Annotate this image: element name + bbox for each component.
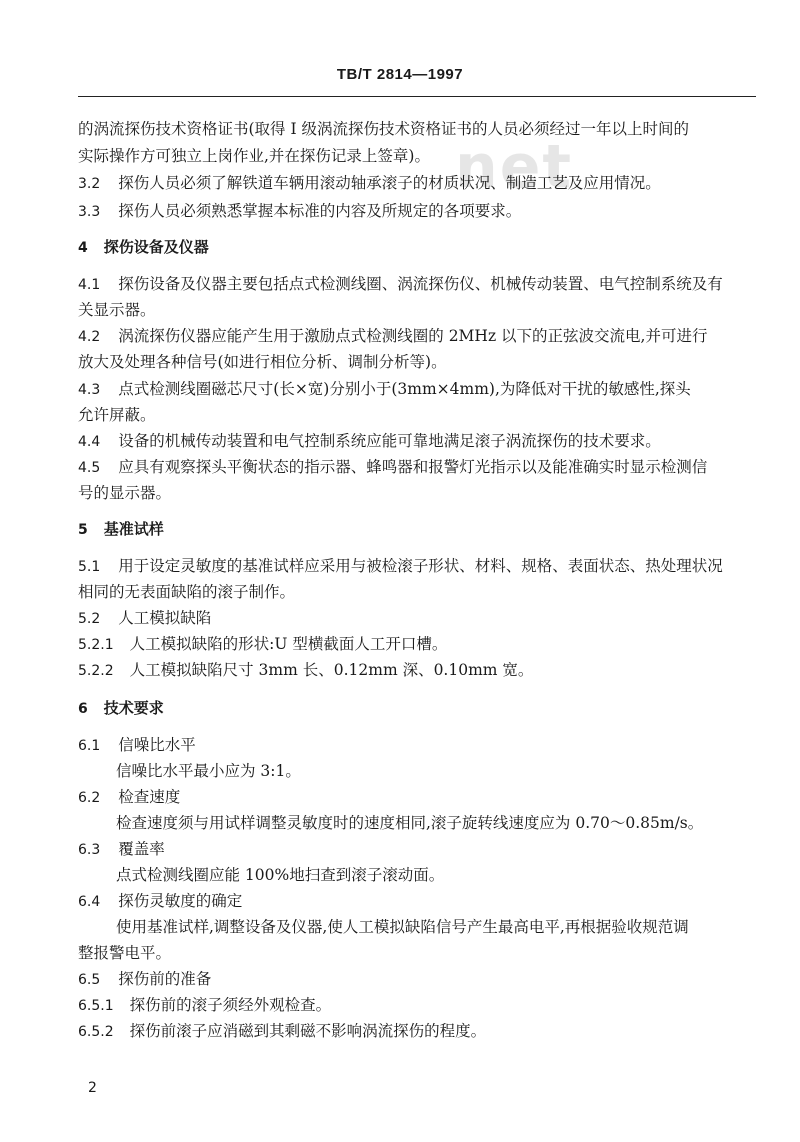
- header-rule: [78, 96, 756, 97]
- line-text: 人工模拟缺陷的形状:U 型横截面人工开口槽。: [129, 635, 448, 653]
- page-number: 2: [88, 1080, 97, 1096]
- paragraph-line: [78, 404, 758, 426]
- section-number: 5: [78, 522, 88, 538]
- clause-6-3: [78, 838, 758, 861]
- line-text: 人工模拟缺陷尺寸 3mm 长、0.12mm 深、0.10mm 宽。: [129, 661, 534, 679]
- clause-6-5-2: [78, 1020, 758, 1043]
- clause-number: 6.4: [78, 894, 101, 910]
- clause-number: 4.5: [78, 460, 101, 476]
- line-text: 探伤灵敏度的确定: [118, 892, 243, 910]
- line-text: 号的显示器。: [78, 484, 172, 502]
- paragraph-line: [78, 942, 758, 964]
- line-text: 人工模拟缺陷: [118, 609, 212, 627]
- section-heading-4: [78, 236, 758, 259]
- line-text: 探伤人员必须了解铁道车辆用滚动轴承滚子的材质状况、制造工艺及应用情况。: [118, 174, 661, 192]
- clause-6-5-1: [78, 994, 758, 1017]
- line-text: 整报警电平。: [78, 944, 172, 962]
- paragraph-line: [78, 299, 758, 321]
- clause-number: 6.3: [78, 842, 101, 858]
- paragraph-line: [78, 351, 758, 373]
- line-text: 点式检测线圈磁芯尺寸(长×宽)分别小于(3mm×4mm),为降低对干扰的敏感性,探头: [118, 380, 691, 398]
- line-text: 探伤前滚子应消磁到其剩磁不影响涡流探伤的程度。: [129, 1022, 487, 1040]
- paragraph-line: [116, 812, 796, 834]
- line-text: 相同的无表面缺陷的滚子制作。: [78, 583, 296, 601]
- section-number: 6: [78, 701, 88, 717]
- line-text: 信噪比水平最小应为 3:1。: [116, 762, 301, 780]
- line-text: 覆盖率: [118, 840, 165, 858]
- clause-number: 3.3: [78, 204, 101, 220]
- clause-number: 4.1: [78, 277, 101, 293]
- clause-6-2: [78, 786, 758, 809]
- line-text: 允许屏蔽。: [78, 406, 156, 424]
- paragraph-line: [78, 118, 758, 140]
- clause-number: 3.2: [78, 176, 101, 192]
- clause-5-1: [78, 555, 758, 578]
- clause-number: 6.5: [78, 972, 101, 988]
- clause-number: 4.3: [78, 382, 101, 398]
- clause-4-5: [78, 456, 758, 479]
- line-text: 放大及处理各种信号(如进行相位分析、调制分析等)。: [78, 353, 447, 371]
- clause-5-2-2: [78, 659, 758, 682]
- clause-number: 5.1: [78, 559, 101, 575]
- clause-4-2: [78, 325, 758, 348]
- paragraph-line: [78, 482, 758, 504]
- line-text: 探伤人员必须熟悉掌握本标准的内容及所规定的各项要求。: [118, 202, 522, 220]
- clause-number: 5.2.2: [78, 663, 114, 679]
- clause-number: 5.2: [78, 611, 101, 627]
- watermark: net: [455, 132, 574, 202]
- paragraph-line: [116, 916, 796, 938]
- clause-5-2-1: [78, 633, 758, 656]
- page-header: TB/T 2814—1997: [336, 66, 464, 83]
- clause-number: 6.1: [78, 738, 101, 754]
- clause-6-1: [78, 734, 758, 757]
- clause-number: 6.5.1: [78, 998, 114, 1014]
- line-text: 检查速度须与用试样调整灵敏度时的速度相同,滚子旋转线速度应为 0.70～0.85m/s。: [116, 814, 704, 832]
- clause-4-3: [78, 378, 758, 401]
- paragraph-line: [78, 145, 758, 167]
- line-text: 信噪比水平: [118, 736, 196, 754]
- clause-6-5: [78, 968, 758, 991]
- section-heading-5: [78, 518, 758, 541]
- line-text: 探伤设备及仪器主要包括点式检测线圈、涡流探伤仪、机械传动装置、电气控制系统及有: [118, 275, 723, 293]
- line-text: 设备的机械传动装置和电气控制系统应能可靠地满足滚子涡流探伤的技术要求。: [118, 432, 661, 450]
- section-title: 基准试样: [103, 520, 164, 538]
- section-title: 技术要求: [103, 699, 164, 717]
- line-text: 检查速度: [118, 788, 181, 806]
- clause-5-2: [78, 607, 758, 630]
- paragraph-line: [78, 581, 758, 603]
- clause-number: 6.2: [78, 790, 101, 806]
- line-text: 点式检测线圈应能 100%地扫查到滚子滚动面。: [116, 866, 445, 884]
- line-text: 的涡流探伤技术资格证书(取得 I 级涡流探伤技术资格证书的人员必须经过一年以上时间的: [78, 120, 690, 138]
- line-text: 应具有观察探头平衡状态的指示器、蜂鸣器和报警灯光指示以及能准确实时显示检测信: [118, 458, 708, 476]
- clause-3-2: [78, 172, 758, 195]
- paragraph-line: [116, 864, 796, 886]
- clause-4-1: [78, 273, 758, 296]
- clause-number: 6.5.2: [78, 1024, 114, 1040]
- section-title: 探伤设备及仪器: [103, 238, 209, 256]
- line-text: 用于设定灵敏度的基准试样应采用与被检滚子形状、材料、规格、表面状态、热处理状况: [118, 557, 723, 575]
- line-text: 使用基准试样,调整设备及仪器,使人工模拟缺陷信号产生最高电平,再根据验收规范调: [116, 918, 689, 936]
- line-text: 实际操作方可独立上岗作业,并在探伤记录上签章)。: [78, 147, 430, 165]
- line-text: 探伤前的滚子须经外观检查。: [129, 996, 332, 1014]
- clause-3-3: [78, 200, 758, 223]
- clause-number: 4.2: [78, 329, 101, 345]
- line-text: 探伤前的准备: [118, 970, 212, 988]
- clause-number: 4.4: [78, 434, 101, 450]
- clause-number: 5.2.1: [78, 637, 114, 653]
- section-heading-6: [78, 697, 758, 720]
- line-text: 涡流探伤仪器应能产生用于激励点式检测线圈的 2MHz 以下的正弦波交流电,并可进行: [118, 327, 708, 345]
- clause-4-4: [78, 430, 758, 453]
- clause-6-4: [78, 890, 758, 913]
- line-text: 关显示器。: [78, 301, 156, 319]
- section-number: 4: [78, 240, 88, 256]
- paragraph-line: [116, 760, 796, 782]
